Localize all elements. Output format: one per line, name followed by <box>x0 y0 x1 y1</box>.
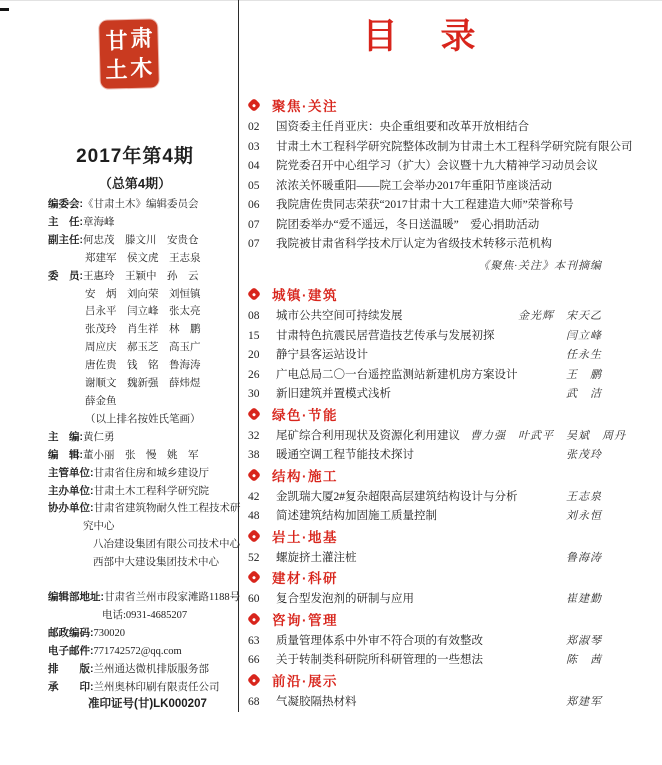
section-bullet-icon <box>247 467 261 481</box>
masthead-label: 承 印: <box>48 680 94 693</box>
masthead-value: 电话:0931-4685207 <box>102 609 188 621</box>
toc-entry <box>248 177 602 197</box>
toc-entry <box>248 196 602 216</box>
masthead-column <box>0 0 241 765</box>
entry-title: 质量管理体系中外审不符合项的有效整改 <box>276 634 483 647</box>
entry-title: 我院被甘肃省科学技术厅认定为省级技术转移示范机构 <box>276 238 552 250</box>
entry-title: 气凝胶隔热材料 <box>276 695 357 708</box>
section-name: 城镇·建筑 <box>272 288 338 303</box>
entry-page-number: 07 <box>248 238 260 250</box>
entry-title: 广电总局二〇一台遥控监测站新建机房方案设计 <box>276 368 518 381</box>
masthead-row <box>48 483 234 501</box>
masthead-row <box>48 554 234 572</box>
masthead-value: 兰州通达微机排版服务部 <box>93 663 209 675</box>
entry-page-number: 48 <box>248 510 260 522</box>
masthead-label: 邮政编码: <box>48 626 94 639</box>
section-name: 咨询·管理 <box>272 612 338 628</box>
entry-title: 甘肃土木工程科学研究院整体改制为甘肃土木工程科学研究院有限公司 <box>276 140 633 153</box>
masthead-value: 甘肃省建筑物耐久性工程技术研 <box>93 503 241 515</box>
masthead-value: 730020 <box>93 627 125 639</box>
entry-authors: 刘永恒 <box>566 510 602 522</box>
toc-column <box>240 0 662 765</box>
masthead-row <box>48 375 234 393</box>
entry-page-number: 02 <box>248 121 260 133</box>
masthead-label: 主 任: <box>48 215 83 228</box>
journal-seal-logo <box>99 19 159 88</box>
toc-entry <box>248 427 626 447</box>
section-name: 绿色·节能 <box>272 407 338 423</box>
masthead-info <box>48 196 241 714</box>
toc-entry <box>248 693 602 713</box>
entry-page-number: 15 <box>248 329 260 342</box>
masthead-row <box>48 321 234 339</box>
entry-page-number: 03 <box>248 140 260 153</box>
toc-entry <box>248 235 602 255</box>
masthead-value: 甘肃土木工程科学研究院 <box>93 485 209 497</box>
masthead-value: 西部中大建设集团技术中心 <box>93 557 219 569</box>
entry-page-number: 38 <box>248 449 260 461</box>
masthead-value: 吕永平 闫立峰 张太亮 <box>85 306 201 318</box>
entry-page-number: 66 <box>248 654 260 666</box>
masthead-value: 准印证号(甘)LK000207 <box>88 698 207 711</box>
entry-title: 甘肃特色抗震民居营造技艺传承与发展初探 <box>276 329 495 342</box>
masthead-row <box>48 643 234 661</box>
entry-authors: 崔建勤 <box>566 593 602 605</box>
masthead-value: 安 炳 刘向荣 刘恒镇 <box>85 288 201 300</box>
toc-entry <box>248 549 602 569</box>
entry-title: 简述建筑结构加固施工质量控制 <box>276 510 437 522</box>
masthead-value: 周应庆 郝玉芝 高玉广 <box>85 342 201 354</box>
masthead-row <box>48 589 241 607</box>
entry-authors: 王 鹏 <box>566 368 602 381</box>
entry-page-number: 60 <box>248 593 260 605</box>
masthead-row <box>48 339 234 357</box>
entry-title: 关于转制类科研院所科研管理的一些想法 <box>276 654 483 666</box>
masthead-row <box>48 679 234 697</box>
masthead-row <box>48 411 234 429</box>
entry-title: 新旧建筑并置模式浅析 <box>276 388 391 400</box>
entry-title: 静宁县客运站设计 <box>276 349 368 361</box>
masthead-value: 兰州奥林印刷有限责任公司 <box>93 681 220 693</box>
entry-title: 院团委举办“爱不遥远，冬日送温暖” 爱心捐助活动 <box>276 218 540 231</box>
toc-entry <box>248 346 602 366</box>
masthead-row <box>48 607 234 625</box>
entry-authors: 张茂玲 <box>566 449 602 461</box>
masthead-value: 王惠玲 王颖中 孙 云 <box>83 270 199 282</box>
toc-entry <box>248 327 602 347</box>
entry-authors: 武 洁 <box>566 388 602 400</box>
section-name: 前沿·展示 <box>272 673 338 689</box>
entry-title: 浓浓关怀暖重阳——院工会举办2017年重阳节座谈活动 <box>276 179 552 192</box>
entry-page-number: 20 <box>248 349 260 361</box>
entry-authors: 陈 茜 <box>566 654 602 666</box>
section-bullet-icon <box>247 570 261 584</box>
section-name: 岩土·地基 <box>272 529 338 545</box>
section-name: 建材·科研 <box>272 571 338 586</box>
masthead-row <box>48 196 234 214</box>
toc-entry <box>248 216 602 236</box>
entry-page-number: 05 <box>248 179 260 192</box>
entry-page-number: 32 <box>248 429 260 442</box>
masthead-row <box>48 429 234 447</box>
masthead-row <box>48 357 234 375</box>
toc-entry <box>248 507 602 527</box>
toc-entry <box>248 632 602 652</box>
entry-title: 暖通空调工程节能技术探讨 <box>276 449 414 461</box>
masthead-label: 电子邮件: <box>48 644 94 657</box>
toc-title: 目 录 <box>362 17 480 56</box>
masthead-row <box>48 661 234 679</box>
masthead-row <box>48 232 234 250</box>
section-footer-note: 《聚焦·关注》本刊摘编 <box>478 259 602 272</box>
issue-subtitle: （总第4期） <box>98 176 172 191</box>
toc-entry <box>248 118 602 138</box>
masthead-value: 章海峰 <box>83 216 115 228</box>
entry-authors: 郑建军 <box>566 695 602 708</box>
toc-sections <box>240 96 662 712</box>
entry-authors: 任永生 <box>566 349 602 361</box>
section-header <box>248 610 602 628</box>
masthead-label: 主管单位: <box>48 466 94 479</box>
entry-title: 复合型发泡剂的研制与应用 <box>276 593 414 605</box>
entry-page-number: 26 <box>248 368 260 381</box>
masthead-value: 薛金鱼 <box>85 395 117 407</box>
masthead-label: 编辑部地址: <box>48 591 104 604</box>
issue-block <box>40 141 230 192</box>
entry-authors: 郑淑琴 <box>566 634 602 647</box>
masthead-row <box>48 518 234 536</box>
section-bullet-icon <box>247 611 261 625</box>
entry-page-number: 42 <box>248 490 260 503</box>
masthead-spacer <box>48 572 234 589</box>
masthead-value: 771742572@qq.com <box>93 645 182 657</box>
entry-page-number: 68 <box>248 695 260 708</box>
issue-title: 2017年第4期 <box>76 146 194 167</box>
masthead-value: 《甘肃土木》编辑委员会 <box>83 199 199 210</box>
masthead-value: 甘肃省兰州市段家滩路1188号 <box>104 592 241 604</box>
masthead-row <box>48 536 240 554</box>
entry-title: 院党委召开中心组学习（扩大）会议暨十九大精神学习动员会议 <box>276 160 598 172</box>
masthead-value: 董小丽 张 慢 姚 军 <box>83 449 199 461</box>
entry-page-number: 04 <box>248 160 260 172</box>
masthead-row <box>48 268 234 286</box>
section-name: 结构·施工 <box>272 468 338 484</box>
entry-title: 城市公共空间可持续发展 <box>276 310 403 322</box>
section-header <box>248 405 602 423</box>
masthead-value: 八冶建设集团有限公司技术中心 <box>93 539 240 551</box>
entry-authors: 闫立峰 <box>566 329 602 342</box>
masthead-row <box>48 625 234 643</box>
toc-entry <box>248 590 602 610</box>
toc-entry <box>248 446 602 466</box>
entry-page-number: 63 <box>248 634 260 647</box>
masthead-value: 唐佐贵 钱 铭 鲁海涛 <box>85 360 201 372</box>
masthead-row <box>48 500 241 518</box>
toc-entry <box>248 651 602 671</box>
section-header <box>248 96 602 114</box>
section-header <box>248 466 602 484</box>
entry-page-number: 52 <box>248 551 260 564</box>
masthead-label: 副主任: <box>48 233 83 246</box>
masthead-label: 编委会: <box>48 198 83 210</box>
masthead-label: 排 版: <box>48 662 94 675</box>
section-bullet-icon <box>247 672 261 686</box>
entry-title: 我院唐佐贵同志荣获“2017甘肃十大工程建造大师”荣誉称号 <box>276 199 574 211</box>
section-header <box>248 285 602 303</box>
masthead-value: 谢顺文 魏新强 薛炜煜 <box>85 378 201 390</box>
entry-authors: 王志泉 <box>566 490 602 503</box>
seal-character: 土 <box>105 56 128 83</box>
section-bullet-icon <box>247 528 261 542</box>
entry-title: 螺旋挤土灌注桩 <box>276 551 357 564</box>
masthead-row <box>48 393 234 411</box>
toc-entry <box>248 138 633 158</box>
seal-character: 甘 <box>105 27 128 54</box>
masthead-value: 黄仁勇 <box>83 431 115 443</box>
entry-authors: 曹力强 叶武平 吴斌 周丹 <box>470 429 626 442</box>
section-bullet-icon <box>247 406 261 420</box>
toc-entry <box>248 488 602 508</box>
masthead-value: 究中心 <box>83 521 115 533</box>
seal-character: 木 <box>130 54 153 81</box>
entry-page-number: 30 <box>248 388 260 400</box>
masthead-row <box>48 303 234 321</box>
entry-page-number: 07 <box>248 218 260 231</box>
entry-authors: 金光辉 宋天乙 <box>518 310 602 322</box>
masthead-row <box>48 696 234 714</box>
section-header <box>248 568 602 586</box>
toc-entry <box>248 366 602 386</box>
entry-authors: 鲁海涛 <box>566 551 602 564</box>
section-header <box>248 671 602 689</box>
masthead-label: 主 编: <box>48 430 83 443</box>
section-bullet-icon <box>247 98 261 112</box>
section-name: 聚焦·关注 <box>272 99 338 114</box>
entry-page-number: 06 <box>248 199 260 211</box>
entry-title: 国资委主任肖亚庆：央企重组要和改革开放相结合 <box>276 121 529 133</box>
masthead-label: 编 辑: <box>48 448 83 461</box>
masthead-row <box>48 214 234 232</box>
toc-entry <box>248 307 602 327</box>
masthead-value: 张茂玲 肖生祥 林 鹏 <box>85 324 201 336</box>
section-header <box>248 527 602 545</box>
section-bullet-icon <box>247 287 261 301</box>
toc-entry <box>248 385 602 405</box>
masthead-value: 何忠茂 滕文川 安贵仓 <box>83 234 199 246</box>
masthead-row <box>48 286 234 304</box>
masthead-value: 郑建军 侯文虎 王志泉 <box>85 252 201 264</box>
masthead-label: 主办单位: <box>48 484 94 497</box>
masthead-row <box>48 447 234 465</box>
entry-page-number: 08 <box>248 310 260 322</box>
masthead-value: （以上排名按姓氏笔画） <box>85 413 201 425</box>
seal-character: 肃 <box>130 24 153 51</box>
masthead-label: 协办单位: <box>48 502 94 515</box>
toc-entry <box>248 157 602 177</box>
masthead-row <box>48 465 234 483</box>
entry-title: 金凯瑞大厦2#复杂超限高层建筑结构设计与分析 <box>276 490 518 503</box>
masthead-value: 甘肃省住房和城乡建设厅 <box>93 467 209 479</box>
masthead-label: 委 员: <box>48 269 83 282</box>
entry-title: 尾矿综合利用现状及资源化利用建议 <box>276 429 460 442</box>
masthead-row <box>48 250 234 268</box>
